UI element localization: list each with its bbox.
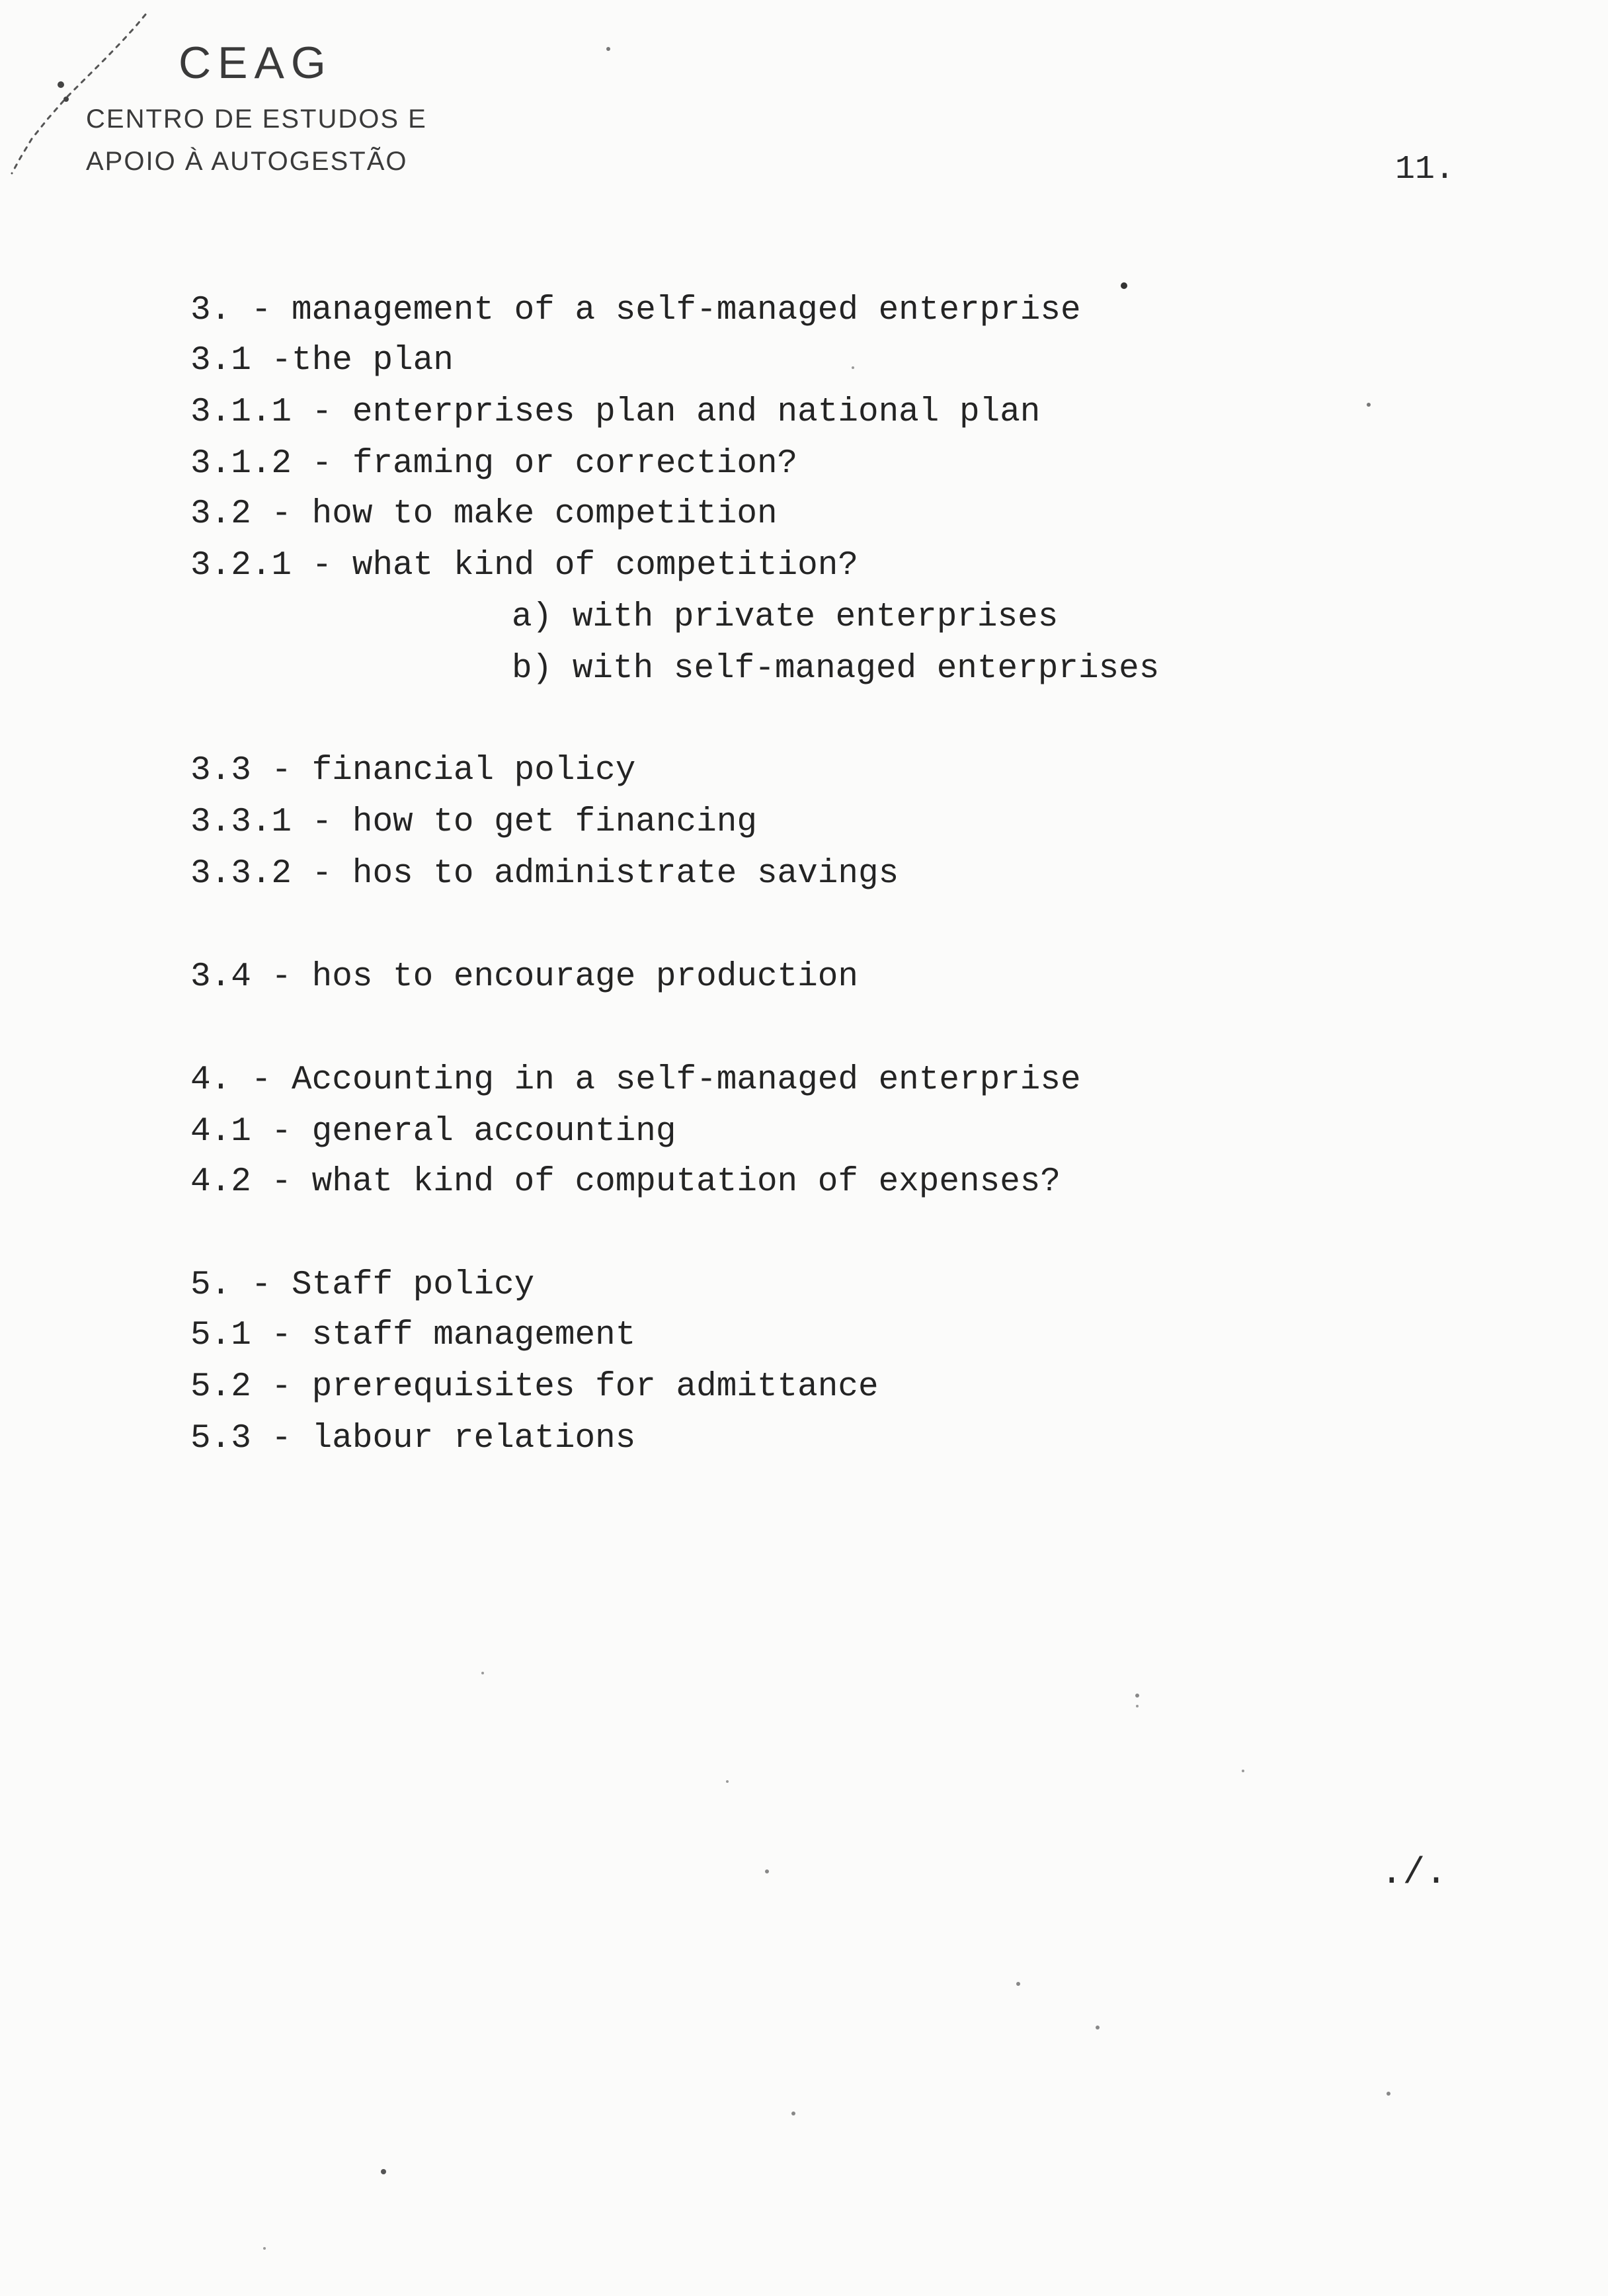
outline-item: 3.4 - hos to encourage production — [190, 958, 858, 996]
outline-item: 5.2 - prerequisites for admittance — [190, 1368, 879, 1406]
outline-item: 5.3 - labour relations — [190, 1420, 636, 1457]
outline-item: 4.1 - general accounting — [190, 1113, 676, 1151]
outline-item: 3.2 - how to make competition — [190, 495, 778, 533]
outline-item: 5. - Staff policy — [190, 1266, 535, 1304]
outline-item: 3. - management of a self-managed enterprise — [190, 292, 1081, 329]
outline-item: 3.1.1 - enterprises plan and national plan — [190, 393, 1041, 431]
outline-item: 3.3.1 - how to get financing — [190, 803, 757, 841]
outline-item: 3.1.2 - framing or correction? — [190, 445, 798, 483]
org-full-name-line-1: CENTRO DE ESTUDOS E — [86, 104, 427, 134]
continuation-mark: ./. — [1381, 1852, 1447, 1894]
org-full-name-line-2: APOIO À AUTOGESTÃO — [86, 147, 408, 176]
outline-subitem: a) with private enterprises — [512, 598, 1059, 636]
page-number: 11. — [1395, 151, 1455, 188]
outline-item: 3.3 - financial policy — [190, 752, 636, 790]
outline-item: 3.3.2 - hos to administrate savings — [190, 855, 899, 893]
outline-item: 3.2.1 - what kind of competition? — [190, 547, 858, 585]
outline-subitem: b) with self-managed enterprises — [512, 650, 1160, 688]
org-name: CEAG — [179, 38, 333, 88]
outline-item: 3.1 -the plan — [190, 342, 454, 380]
outline-item: 4.2 - what kind of computation of expenses? — [190, 1163, 1061, 1201]
outline-item: 4. - Accounting in a self-managed enterprise — [190, 1061, 1081, 1099]
outline-item: 5.1 - staff management — [190, 1317, 636, 1354]
